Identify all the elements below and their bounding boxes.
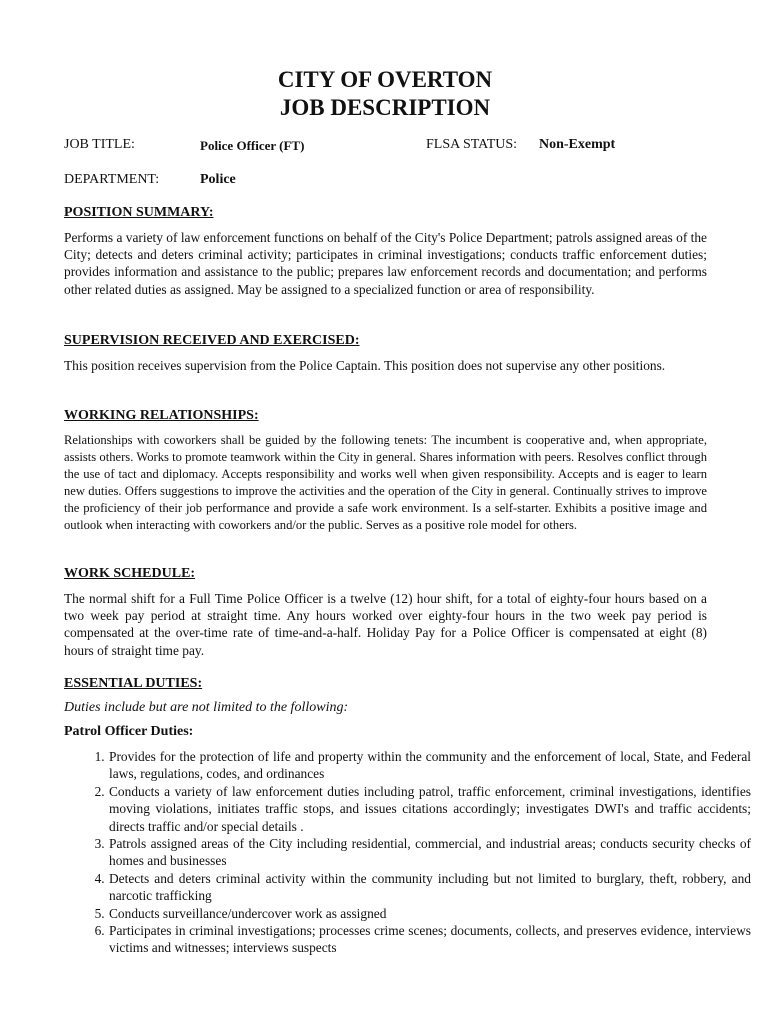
position-summary-text: Performs a variety of law enforcement functions on behalf of the City's Police Department; patrols assigned areas of the City; detects and deters criminal activity; participates in criminal investigations; conducts traffic enforcement duties; provides information and assistance to the public; prepares law enforcement records and documentation; and performs other related duties as assigned. May be assigned to a specialized function or area of responsibility. bbox=[64, 230, 707, 297]
document-title-city: CITY OF OVERTON bbox=[277, 67, 493, 92]
essential-duties-heading: ESSENTIAL DUTIES: bbox=[64, 676, 203, 691]
position-summary-heading: POSITION SUMMARY: bbox=[64, 205, 214, 220]
department-label: DEPARTMENT: bbox=[64, 172, 160, 187]
duty-item: 2. Conducts a variety of law enforcement duties including patrol, traffic enforcement, criminal investigations, identifies moving violations, initiates traffic stops, and issues citations accordingly; investigates DWI's and traffic accidents; directs traffic and/or special details . bbox=[108, 783, 751, 835]
essential-duties-intro: Duties include but are not limited to the following: bbox=[64, 700, 349, 715]
work-schedule-heading: WORK SCHEDULE: bbox=[64, 566, 196, 581]
essential-duties-list bbox=[64, 748, 751, 957]
duty-item: 6. Participates in criminal investigations; processes crime scenes; documents, collects, and preserves evidence, interviews victims and witnesses; interviews suspects bbox=[108, 922, 751, 957]
duty-item: 4. Detects and deters criminal activity within the community including but not limited to burglary, theft, robbery, and narcotic trafficking bbox=[108, 870, 751, 905]
working-relationships-heading: WORKING RELATIONSHIPS: bbox=[64, 408, 259, 423]
working-relationships-text: Relationships with coworkers shall be guided by the following tenets: The incumbent is cooperative and, when appropriate, assists others. Works to promote teamwork within the City in general. Shares information with peers. Resolves conflict through the use of tact and diplomacy. Accepts responsibility and works well when given responsibility. Accepts and is eager to learn new duties. Offers suggestions to improve the activities and the operation of the City in general. Continually strives to improve the proficiency of their job performance and provide a safe work environment. Is a self-starter. Exhibits a positive image and outlook when interacting with coworkers and/or the public. Serves as a positive role model for others. bbox=[64, 433, 707, 532]
duty-item: 3. Patrols assigned areas of the City including residential, commercial, and industrial areas; conducts security checks of homes and businesses bbox=[108, 835, 751, 870]
supervision-text: This position receives supervision from the Police Captain. This position does not supervise any other positions. bbox=[64, 358, 666, 373]
job-title-value: Police Officer (FT) bbox=[200, 138, 305, 153]
flsa-status-value: Non-Exempt bbox=[539, 137, 616, 152]
supervision-heading: SUPERVISION RECEIVED AND EXERCISED: bbox=[64, 333, 360, 348]
work-schedule-text: The normal shift for a Full Time Police Officer is a twelve (12) hour shift, for a total of eighty-four hours based on a two week pay period at straight time. Any hours worked over eighty-four hours in the two week pay period is compensated at the over-time rate of time-and-a-half. Holiday Pay for a Police Officer is compensated at eight (8) hours of straight time pay. bbox=[64, 591, 707, 658]
department-value: Police bbox=[200, 172, 236, 187]
duty-item: 5. Conducts surveillance/undercover work as assigned bbox=[108, 905, 751, 922]
duty-item: 1. Provides for the protection of life and property within the community and the enforcement of local, State, and Federal laws, regulations, codes, and ordinances bbox=[108, 748, 751, 783]
document-title-job-description: JOB DESCRIPTION bbox=[279, 95, 491, 120]
job-title-label: JOB TITLE: bbox=[64, 137, 135, 152]
patrol-officer-duties-subheading: Patrol Officer Duties: bbox=[64, 724, 194, 739]
flsa-status-label: FLSA STATUS: bbox=[426, 137, 518, 152]
